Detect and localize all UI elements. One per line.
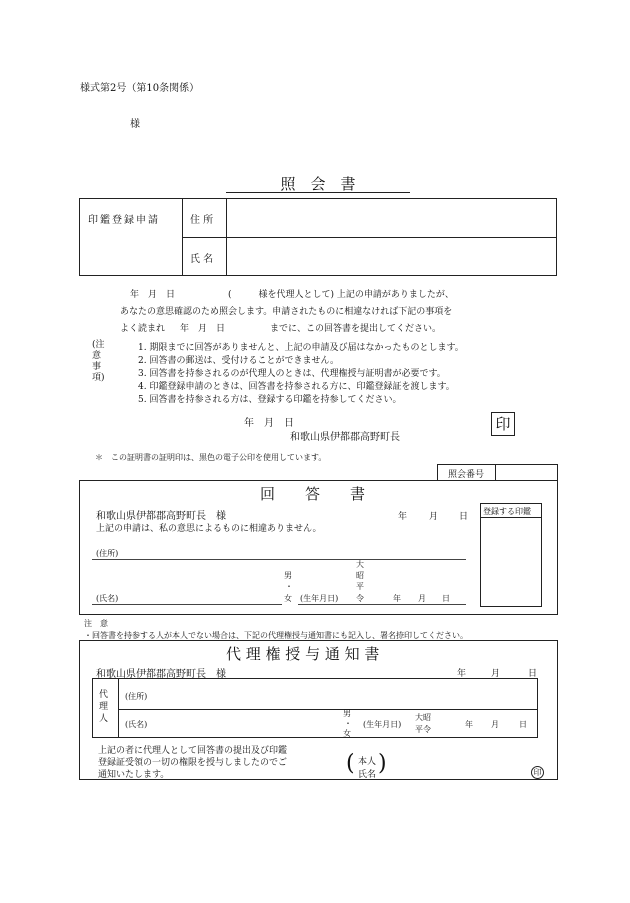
body-date-2: 年 月 日 [180,324,226,334]
sex-dot: ・ [285,582,293,591]
notes-label: (注意事項) [92,340,105,383]
issuer-name: 和歌山県伊都郡高野町長 [290,432,400,443]
response-year: 年 [398,512,408,522]
proxy-day: 日 [528,669,538,679]
principal-bracket-right: ) [378,751,387,776]
proxy-addressee: 和歌山県伊都郡高野町長 様 [96,669,226,680]
inquiry-number-box [437,464,558,481]
proxy-title: 代 理 権 授 与 通 知 書 [226,645,380,663]
birth-day: 日 [442,594,450,603]
inquiry-number-label: 照会番号 [448,470,485,480]
caution-text: ・回答書を持参する人が本人でない場合は、下記の代理権授与通知書にも記入し、署名捺印してください。 [84,631,468,640]
agent-birth-label: (生年月日) [363,720,402,729]
applicant-address-label: 住 所 [190,215,214,226]
note-2: 2. 回答書の郵送は、受付けることができません。 [138,356,339,366]
proxy-statement-3: 通知いたします。 [98,770,170,780]
agent-sex-dot: ・ [344,719,352,728]
note-3: 3. 回答書を持参されるのが代理人のときは、代理権授与証明書が必要です。 [138,369,446,379]
response-box [79,480,558,615]
seal-mark-icon [531,766,544,779]
note-5: 5. 回答書を持参される方は、登録する印鑑を持参してください。 [138,395,402,405]
form-number: 様式第2号（第10条関係） [80,83,200,94]
sex-female: 女 [284,594,292,603]
agent-sex-female: 女 [343,729,351,738]
body-line-1: ( 様を代理人として) 上記の申請がありましたが、 [228,290,454,300]
note-1: 1. 期限までに回答がありませんと、上記の申請及び届はなかったものとします。 [138,343,464,353]
agent-sex-male: 男 [343,709,351,718]
agent-birth-day: 日 [519,720,527,729]
body-line-3a: よく読まれ [120,324,166,334]
response-name-label: (氏名) [96,594,119,603]
agent-birth-year: 年 [465,720,473,729]
body-date-1: 年 月 日 [130,290,176,300]
agent-era-2: 平令 [415,725,431,734]
registered-seal-box[interactable] [480,503,542,607]
applicant-name-field[interactable] [230,241,552,271]
issuer-seal [491,412,515,436]
principal-label-1: 本人 [358,757,377,767]
applicant-address-field[interactable] [230,203,552,233]
principal-bracket-left: ( [346,751,355,776]
agent-table [92,678,538,738]
era-showa: 昭 [356,571,364,580]
principal-label-2: 氏名 [358,770,377,780]
electronic-seal-note: ＊ この証明書の証明印は、黒色の電子公印を使用しています。 [95,453,327,462]
response-month: 月 [429,512,439,522]
response-title: 回 答 書 [260,485,366,503]
era-heisei: 平 [356,582,364,591]
body-line-2: あなたの意思確認のため照会します。申請されたものに相違なければ下記の事項を [120,307,453,317]
application-label: 印鑑登録申請 [88,215,160,226]
response-day: 日 [459,512,469,522]
birth-label: (生年月日) [300,594,339,603]
response-statement: 上記の申請は、私の意思によるものに相違ありません。 [96,524,322,534]
agent-address-label: (住所) [125,692,148,701]
title-underline [226,192,410,193]
note-4: 4. 印鑑登録申請のときは、回答書を持参される方に、印鑑登録証を渡します。 [138,382,455,392]
agent-birth-month: 月 [491,720,499,729]
birth-month: 月 [418,594,426,603]
issuer-date: 年 月 日 [244,418,294,429]
seal-glyph: 印 [495,415,511,433]
response-address-label: (住所) [96,549,119,558]
response-addressee: 和歌山県伊都郡高野町長 様 [96,511,226,522]
birth-year: 年 [393,594,401,603]
era-taisho: 大 [356,560,364,569]
application-box [79,198,557,276]
caution-label: 注 意 [84,619,108,628]
proxy-statement-1: 上記の者に代理人として回答書の提出及び印鑑 [98,746,288,756]
addressee-sama: 様 [130,119,140,130]
agent-label: 代理人 [99,690,109,724]
page-title: 照 会 書 [280,175,356,193]
proxy-month: 月 [491,669,501,679]
applicant-name-label: 氏 名 [190,254,214,265]
seal-mark-glyph: 印 [533,768,542,777]
sex-male: 男 [284,571,292,580]
seal-box-label: 登録する印鑑 [483,507,531,516]
proxy-year: 年 [457,669,467,679]
body-line-3b: までに、この回答書を提出してください。 [270,324,442,334]
agent-era-1: 大昭 [415,713,431,722]
proxy-box [79,640,558,780]
agent-name-label: (氏名) [125,720,148,729]
era-reiwa: 令 [356,594,364,603]
proxy-statement-2: 登録証受領の一切の権限を授与しましたのでご [98,758,288,768]
